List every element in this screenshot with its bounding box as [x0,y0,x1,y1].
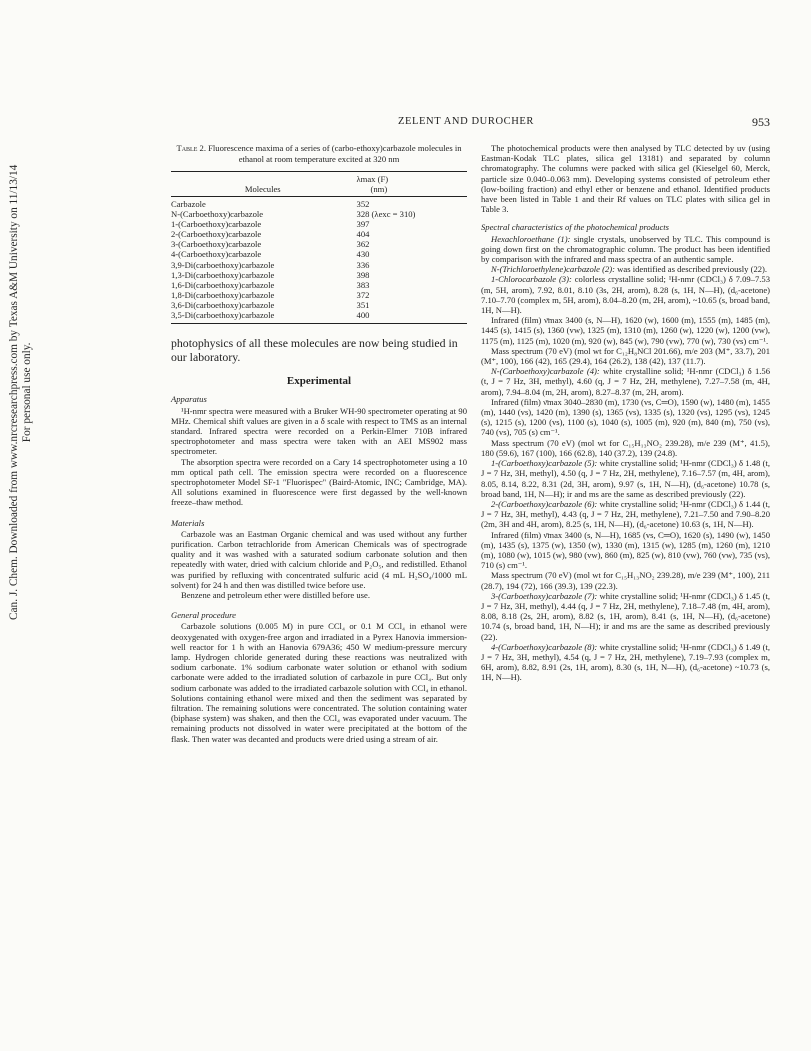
compound-6-text: white crystalline solid; ¹H-nmr (CDCl₃) δ 1.44 (t, J = 7 Hz, 3H, methyl), 4.43 (q, J = 7 Hz, 2H, methylene), 7.21–7.50 and 7.90–8.20 (2m, 3H and 4H, arom), 8.25 (s, 1H, N—H), (d₆-acetone) 10.63 (s, 1H, N—H). [481,498,770,530]
table-row [171,229,467,239]
compound-3-text: colorless crystalline solid; ¹H-nmr (CDCl₃) δ 7.09–7.53 (m, 5H, arom), 7.92, 8.01, 8.10 (3s, 2H, arom), 8.28 (s, 1H, N—H), (d₆-acetone) 7.10–7.70 (complex m, 5H, arom), 8.04–8.20 (m, 2H, arom), ~10.65 (s, broad band, 1H, N—H). [481,274,771,316]
compound-3-infrared: Infrared (film) ν̄max 3400 (s, N—H), 1620 (w), 1600 (m), 1555 (m), 1485 (m), 1445 (s), 1415 (s), 1360 (vw), 1325 (m), 1310 (m), 1260 (w), 1220 (w), 1200 (vw), 1175 (m), 1125 (m), 1020 (m), 920 (w), 845 (w), 790 (vw), 770 (w), 730 (vs) cm⁻¹. [481,315,770,346]
compound-6-name: 2-(Carboethoxy)carbazole (6): [491,498,598,509]
apparatus-paragraph-1: ¹H-nmr spectra were measured with a Bruker WH-90 spectrometer operating at 90 MHz. Chemical shift values are given in a δ scale with respect to TMS as an internal standard. Infrared spectra were recorded on a Perkin-Elmer 710B infrared spectrophotometer and mass spectra were taken with an AEI MS902 mass spectrometer. [171,405,467,457]
compound-7-name: 3-(Carboethoxy)carbazole (7): [491,590,598,601]
table-row [171,280,467,290]
lambda-value-cell: 404 [356,229,370,240]
lambda-value-cell: 328 (λexc = 310) [356,209,416,220]
molecule-name-cell: 1,3-Di(carboethoxy)carbazole [171,269,275,280]
lambda-value-cell: 351 [356,299,370,310]
table-row [171,239,467,249]
compound-4-mass-spectrum: Mass spectrum (70 eV) (mol wt for C₁₅H₁₃NO₂ 239.28), m/e 239 (M⁺, 41.5), 180 (59.6), 167 (100), 166 (62.8), 140 (37.2), 139 (24.8). [481,437,770,458]
compound-1-name: Hexachloroethane (1): [491,233,571,244]
compound-7-paragraph [481,591,770,642]
compound-8-name: 4-(Carboethoxy)carbazole (8): [491,641,598,652]
molecule-name-cell: 4-(Carboethoxy)carbazole [171,249,262,260]
table-caption-text: Fluorescence maxima of a series of (carbo-ethoxy)carbazole molecules in ethanol at room temperature excited at 320 nm [208,143,462,164]
compound-5-text: white crystalline solid; ¹H-nmr (CDCl₃) δ 1.48 (t, J = 7 Hz, 3H, methyl), 4.50 (q, J = 7 Hz, 2H, methylene), 7.16–7.57 (m, 4H, arom), 8.05, 8.14, 8.22, 8.31 (2d, 3H, arom), 9.97 (s, 1H, N—H), (d₆-acetone) 10.78 (s, broad band, 1H, N—H); ir and ms are the same as described previously (22). [481,458,770,499]
compound-4-text: white crystalline solid; ¹H-nmr (CDCl₃) δ 1.56 (t, J = 7 Hz, 3H, methyl), 4.60 (q, J = 7 Hz, 2H, methylene), 7.27–7.58 (m, 4H, arom), 7.94–8.04 (m, 2H, arom), 8.27–8.37 (m, 2H, arom). [481,366,770,397]
lambda-value-cell: 336 [356,259,370,270]
download-notice-line1: Can. J. Chem. Downloaded from www.nrcresearchpress.com by Texas A&M University on 11/13/14 [8,164,20,620]
fluorescence-table [171,171,467,324]
molecule-name-cell: 1-(Carboethoxy)carbazole [171,219,262,230]
molecule-name-cell: N-(Carboethoxy)carbazole [171,209,264,220]
table-row [171,290,467,300]
tlc-paragraph: The photochemical products were then analysed by TLC detected by uv (using Eastman-Kodak TLC plates, silica gel 13181) and separated by column chromatography. The columns were packed with silica gel (Kieselgel 60, Merck, particle size 0.040–0.063 mm). Developing systems consisted of petroleum ether (low-boiling fraction) and ethyl ether or benzene and ethanol. Identified products have been listed in Table 1 and their Rf values on TLC plates with silica gel in Table 3. [481,143,770,215]
section-heading-experimental: Experimental [286,375,352,388]
subheading-materials: Materials [171,517,205,528]
table-row [171,300,467,310]
table-caption [171,143,467,165]
molecule-name-cell: 2-(Carboethoxy)carbazole [171,229,262,240]
molecule-name-cell: 1,8-Di(carboethoxy)carbazole [171,289,275,300]
table-body [171,197,467,324]
column-header-lambda [355,172,467,197]
compound-4-infrared: Infrared (film) ν̄max 3040–2830 (m), 1730 (vs, C═O), 1590 (w), 1480 (m), 1455 (m), 1440 (vs), 1420 (m), 1390 (s), 1365 (vs), 1335 (s), 1320 (vs), 1295 (vs), 1245 (s), 1215 (s), 1200 (vs), 1100 (s), 1040 (s), 1005 (m), 920 (m), 840 (m), 750 (vs), 740 (vs), 705 (s) cm⁻¹. [481,396,770,438]
apparatus-paragraph-2: The absorption spectra were recorded on a Cary 14 spectrophotometer using a 10 mm optical path cell. The emission spectra were recorded on a fluorescence spectrophotometer Model SF-1 "Fluorispec" (Baird-Atomic, INC; Cambridge, MA). All solutions examined in fluorescence were first degassed by the well-known freeze–thaw method. [171,456,467,508]
download-notice-text [8,165,34,620]
table-label: Table 2. [176,143,206,153]
intro-paragraph: photophysics of all these molecules are now being studied in our laboratory. [171,336,458,365]
compound-2-name: N-(Trichloroethylene)carbazole (2): [491,264,616,275]
lambda-value-cell: 397 [356,219,370,230]
subheading-apparatus: Apparatus [171,394,207,405]
general-procedure-paragraph: Carbazole solutions (0.005 M) in pure CCl₄ or 0.1 M CCl₄ in ethanol were deoxygenated with oxygen-free argon and irradiated in a Pyrex Hanovia immersion-well reactor for 1 h with an Hanovia 679A36; 450 W medium-pressure mercury lamp. Hydrogen chloride generated during these reactions was neutralized with sodium carbonate. 1% sodium carbonate water solution or ethanol with sodium carbonate were added to the irradiated solution of carbazole in pure CCl₄. But only sodium carbonate was added to the irradiated carbazole solution with CCl₄ in ethanol. Solutions containing ethanol were mixed and then the sediment was separated by filtration. The remaining solutions were concentrated. The solution containing water (biphase system) was shaken, and then the CCl₄ was evaporated under vacuum. The remaining products not dissolved in water were precipitated at the bottom of the flask. Then water was decanted and products were dried using a stream of air. [171,621,467,744]
left-column [171,143,467,744]
molecule-name-cell: 3,5-Di(carboethoxy)carbazole [171,310,355,324]
compound-2-paragraph [481,264,770,274]
table-row [171,270,467,280]
lambda-unit: (nm) [370,184,388,194]
compound-6-infrared: Infrared (film) ν̄max 3400 (s, N—H), 1685 (vs, C═O), 1620 (s), 1490 (w), 1450 (m), 1435 (s), 1375 (w), 1350 (w), 1330 (m), 1315 (w), 1285 (m), 1260 (m), 1210 (m), 1080 (w), 1015 (w), 980 (vw), 860 (m), 825 (w), 810 (vw), 760 (vw), 735 (vs), 710 (s) cm⁻¹. [481,529,770,571]
compound-5-paragraph [481,458,770,499]
table-row [171,249,467,259]
compound-1-paragraph [481,234,770,265]
lambda-value-cell: 400 [355,310,467,324]
table-row [171,260,467,270]
lambda-value-cell: 430 [356,249,370,260]
molecule-name-cell: 3,9-Di(carboethoxy)carbazole [171,259,275,270]
compound-6-paragraph [481,499,770,530]
lambda-value-cell: 398 [356,269,370,280]
compound-5-name: 1-(Carboethoxy)carbazole (5): [491,458,598,469]
page-number: 953 [752,115,770,129]
compound-6-mass-spectrum: Mass spectrum (70 eV) (mol wt for C₁₅H₁₃NO₂ 239.28), m/e 239 (M⁺, 100), 211 (28.7), 194 (72), 166 (39.3), 139 (22.3). [481,570,770,591]
subheading-spectral-characteristics: Spectral characteristics of the photochemical products [481,222,669,233]
lambda-value-cell: 383 [356,279,370,290]
table-row [171,219,467,229]
download-notice [0,0,60,1051]
compound-8-paragraph [481,642,770,683]
download-notice-line2: For personal use only. [21,342,33,443]
running-title: ZELENT AND DUROCHER [398,116,535,127]
compound-7-text: white crystalline solid; ¹H-nmr (CDCl₃) δ 1.45 (t, J = 7 Hz, 3H, methyl), 4.44 (q, J = 7 Hz, 2H, methylene), 7.18–7.48 (m, 4H, arom), 8.08, 8.18 (2s, 2H, arom), 8.82 (s, 1H, arom), 8.41 (s, 1H, N—H), (d₆-acetone) 10.74 (s, broad band, 1H, N—H); ir and ms are the same as described previously (22). [481,590,770,642]
column-header-molecules: Molecules [171,172,355,197]
table-row [171,209,467,219]
compound-4-paragraph [481,366,770,397]
compound-3-mass-spectrum: Mass spectrum (70 eV) (mol wt for C₁₂H₈NCl 201.66), m/e 203 (M⁺, 33.7), 201 (M⁺, 100), 166 (42), 165 (29.4), 164 (26.2), 138 (42), 137 (11.7). [481,345,770,367]
molecule-name-cell: 3,6-Di(carboethoxy)carbazole [171,299,275,310]
lambda-value-cell: 372 [356,289,370,300]
compound-8-text: white crystalline solid; ¹H-nmr (CDCl₃) δ 1.49 (t, J = 7 Hz, 3H, methyl), 4.54 (q, J = 7 Hz, 2H, methylene), 7.19–7.93 (complex m, 6H, arom), 8.82, 8.91 (2s, 1H, arom), 8.30 (s, 1H, N—H), (d₆-acetone) ~10.73 (s, 1H, N—H). [481,641,770,683]
compound-4-name: N-(Carboethoxy)carbazole (4): [491,366,600,377]
compound-3-name: 1-Chlorocarbazole (3): [491,274,572,285]
compound-1-text: single crystals, unobserved by TLC. This compound is going down first on the chromatographic column. The product has been identified by comparison with the infrared and mass spectra of an authentic sample. [481,233,771,265]
table-row [171,197,467,210]
lambda-value-cell: 362 [356,239,370,250]
molecule-name-cell: 3-(Carboethoxy)carbazole [171,239,262,250]
lambda-label: λmax (F) [356,174,389,184]
molecule-name-cell: Carbazole [171,199,206,209]
compound-2-text: was identified as described previously (22). [615,264,768,275]
materials-paragraph-2: Benzene and petroleum ether were distilled before use. [181,589,370,600]
table-row [171,310,467,324]
right-column [481,143,770,683]
lambda-value-cell: 352 [356,199,370,209]
compound-3-paragraph [481,274,770,315]
molecule-name-cell: 1,6-Di(carboethoxy)carbazole [171,279,275,290]
subheading-general-procedure: General procedure [171,610,236,621]
materials-paragraph-1: Carbazole was an Eastman Organic chemical and was used without any further purification. Carbon tetrachloride from American Chemicals was of spectrograde quality and it was washed with a saturated sodium carbonate solution and then repeatedly with water, dried with calcium chloride and P₂O₅, and redistilled. Ethanol was purified by refluxing with concentrated sulfuric acid (4 mL H₂SO₄/1000 mL solvent) for 24 h and then was distilled twice before use. [171,528,467,590]
